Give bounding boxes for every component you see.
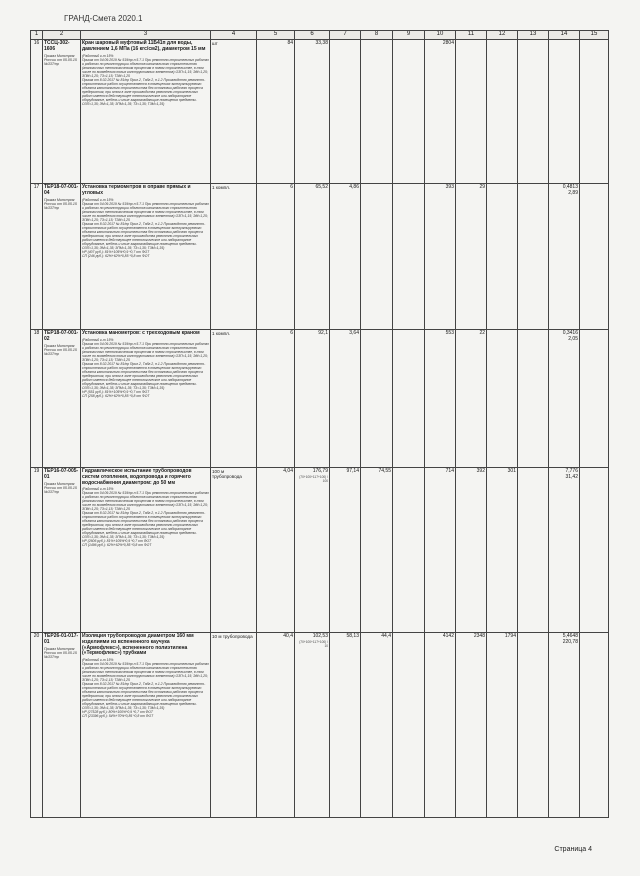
col13-cell	[518, 330, 549, 468]
col6-value: 176,79	[312, 468, 328, 474]
column-header: 5	[257, 31, 295, 40]
col9-cell	[393, 633, 425, 818]
col8-cell: 74,55	[361, 468, 393, 633]
description-cell	[81, 40, 211, 184]
col10-cell: 2804	[425, 40, 456, 184]
col11-cell	[456, 40, 487, 184]
col12-cell: 301	[487, 468, 518, 633]
col9-cell	[393, 184, 425, 330]
col10-cell: 553	[425, 330, 456, 468]
col8-cell	[361, 330, 393, 468]
col15-cell	[580, 633, 609, 818]
row-number: 20	[31, 633, 43, 818]
labor-per-unit: 0,3416	[562, 330, 578, 336]
col8-cell: 44,4	[361, 633, 393, 818]
col9-cell	[393, 468, 425, 633]
column-header: 6	[295, 31, 330, 40]
unit-cell: 1 компл.	[211, 330, 257, 468]
col7-cell: 4,86	[330, 184, 361, 330]
quantity-cell: 84	[257, 40, 295, 184]
col6-value: 92,1	[318, 330, 328, 336]
labor-per-unit: 5,4648	[562, 633, 578, 639]
description-cell	[81, 184, 211, 330]
col8-cell	[361, 40, 393, 184]
col12-cell	[487, 40, 518, 184]
column-header: 10	[425, 31, 456, 40]
row-number: 16	[31, 40, 43, 184]
col6-cell	[295, 633, 330, 818]
col13-cell	[518, 468, 549, 633]
table-row	[31, 330, 609, 468]
rate-code: ТЕР18-07-001-04	[44, 184, 79, 196]
column-header: 1	[31, 31, 43, 40]
rate-order: Приказ Минстроя России от 05.05.15 №337/пр	[44, 646, 77, 660]
quantity-cell: 4,04	[257, 468, 295, 633]
labor-total: 2,89	[568, 189, 578, 196]
col12-cell	[487, 184, 518, 330]
col15-cell	[580, 184, 609, 330]
row-number: 18	[31, 330, 43, 468]
unit-cell: 10 м трубопровода	[211, 633, 257, 818]
table-row	[31, 184, 609, 330]
table-row	[31, 40, 609, 184]
work-title: Изоляция трубопроводов диаметром 160 мм изделиями из вспененного каучука («Армофлекс»), вспененного полиэтилена («Термофлекс») трубками	[82, 633, 194, 657]
col7-cell	[330, 40, 361, 184]
col9-cell	[393, 40, 425, 184]
col6-cell	[295, 40, 330, 184]
col13-cell	[518, 40, 549, 184]
col14-cell	[549, 633, 580, 818]
col14-cell	[549, 184, 580, 330]
work-notes: (Районный к-т 15% Приказ от 04.09.2019 № 519/пр п.5.7.1 При ремонтно-строительных работах и работах по реконструкции объектов капитального строительства (аналогичных технологическим процессам в новом строительстве, в том числе по возведению новых конструктивных элементов) ОЗП=1,15; ЭМ=1,25; ЗПМ=1,25; ТЗ=1,15; ТЗМ=1,25 Приказ от 8.02.2017 № 81/пр Прил.2, Табл.2, п.1.2 Производство ремонтно-строительных работ осуществляется в помещениях эксплуатируемого объекта капитального строительства без остановки рабочего процесса предприятия, при этом в зоне производства ремонтно-строительных работ имеется действующее технологическое или лабораторное оборудование, мебель и иные загромождающие помещения предметы. ОЗП=1,35; ЭМ=1,35; ЗПМ=1,35; ТЗ=1,35; ТЗМ=1,35) НР (27528 руб.): 80%+100%*0,9 *0,7 от ФОТ СП (23396 руб.): 54%+70%*0,85 *0,8 от ФОТ	[82, 658, 209, 719]
col12-cell: 1794	[487, 633, 518, 818]
unit-cell: шт	[211, 40, 257, 184]
rate-order: Приказ Минстроя России от 05.05.15 №337/пр	[44, 197, 77, 211]
col6-formula: (70+100+117+100) / 100	[299, 474, 328, 483]
col6-formula: (70+100+117+100) / 10	[299, 639, 328, 648]
code-cell	[43, 330, 81, 468]
description-cell	[81, 330, 211, 468]
unit-cell: 100 м трубопровода	[211, 468, 257, 633]
column-header: 14	[549, 31, 580, 40]
column-header: 7	[330, 31, 361, 40]
work-title: Установка термометров в оправе прямых и угловых	[82, 184, 191, 196]
col11-cell: 392	[456, 468, 487, 633]
rate-code: ТЕР18-07-001-02	[44, 330, 79, 342]
labor-per-unit: 0,4813	[562, 184, 578, 190]
labor-total: 31,42	[565, 473, 578, 480]
col6-cell	[295, 184, 330, 330]
col7-cell: 3,64	[330, 330, 361, 468]
col6-cell	[295, 468, 330, 633]
col6-value: 65,52	[315, 184, 328, 190]
col11-cell: 2348	[456, 633, 487, 818]
quantity-cell: 6	[257, 330, 295, 468]
column-header: 13	[518, 31, 549, 40]
column-header: 9	[393, 31, 425, 40]
column-header: 3	[81, 31, 211, 40]
estimate-table	[30, 30, 609, 818]
work-notes: (Районный к-т 15% Приказ от 04.09.2019 № 519/пр п.5.7.1 При ремонтно-строительных работах и работах по реконструкции объектов капитального строительства (аналогичных технологическим процессам в новом строительстве, в том числе по возведению новых конструктивных элементов) ОЗП=1,15; ЭМ=1,25; ЗПМ=1,25; ТЗ=1,15; ТЗМ=1,25 Приказ от 8.02.2017 № 81/пр Прил.2, Табл.2, п.1.2 Производство ремонтно-строительных работ осуществляется в помещениях эксплуатируемого объекта капитального строительства без остановки рабочего процесса предприятия, при этом в зоне производства ремонтно-строительных работ имеется действующее технологическое или лабораторное оборудование, мебель и иные загромождающие помещения предметы. ОЗП=1,35; ЭМ=1,35; ЗПМ=1,35; ТЗ=1,35; ТЗМ=1,35)	[82, 53, 209, 106]
code-cell	[43, 633, 81, 818]
col12-cell	[487, 330, 518, 468]
work-title: Гидравлическое испытание трубопроводов систем отопления, водопровода и горячего водоснабжения диаметром: до 50 мм	[82, 468, 192, 486]
col15-cell	[580, 330, 609, 468]
rate-code: ТССЦ-302-1606	[44, 40, 70, 52]
table-row	[31, 633, 609, 818]
description-cell	[81, 633, 211, 818]
col8-cell	[361, 184, 393, 330]
col14-cell	[549, 330, 580, 468]
col15-cell	[580, 40, 609, 184]
col11-cell: 29	[456, 184, 487, 330]
col15-cell	[580, 468, 609, 633]
code-cell	[43, 184, 81, 330]
work-title: Кран шаровый муфтовый 11Б41п для воды, давлением 1,6 МПа (16 кгс/см2), диаметром 15 мм	[82, 40, 206, 52]
page-number: Страница 4	[554, 846, 592, 853]
column-header: 11	[456, 31, 487, 40]
col14-cell	[549, 40, 580, 184]
column-header: 12	[487, 31, 518, 40]
rate-order: Приказ Минстроя России от 05.05.15 №337/пр	[44, 481, 77, 495]
labor-total: 2,05	[568, 335, 578, 342]
quantity-cell: 6	[257, 184, 295, 330]
col13-cell	[518, 633, 549, 818]
row-number: 19	[31, 468, 43, 633]
table-header	[31, 31, 609, 40]
col13-cell	[518, 184, 549, 330]
col11-cell: 22	[456, 330, 487, 468]
labor-per-unit: 7,776	[565, 468, 578, 474]
work-title: Установка манометров: с трехходовым краном	[82, 330, 200, 336]
work-notes: (Районный к-т 15% Приказ от 04.09.2019 № 519/пр п.5.7.1 При ремонтно-строительных работах и работах по реконструкции объектов капитального строительства (аналогичных технологическим процессам в новом строительстве, в том числе по возведению новых конструктивных элементов) ОЗП=1,15; ЭМ=1,25; ЗПМ=1,25; ТЗ=1,15; ТЗМ=1,25 Приказ от 8.02.2017 № 81/пр Прил.2, Табл.2, п.1.2 Производство ремонтно-строительных работ осуществляется в помещениях эксплуатируемого объекта капитального строительства без остановки рабочего процесса предприятия, при этом в зоне производства ремонтно-строительных работ имеется действующее технологическое или лабораторное оборудование, мебель и иные загромождающие помещения предметы. ОЗП=1,35; ЭМ=1,35; ЗПМ=1,35; ТЗ=1,35; ТЗМ=1,35) НР (551 руб.): 81%+105%*0,9 *0,7 от ФОТ СП (258 руб.): 62%+62%*0,85 *0,8 от ФОТ	[82, 337, 209, 398]
col6-value: 33,38	[315, 40, 328, 46]
work-notes: (Районный к-т 15% Приказ от 04.09.2019 № 519/пр п.5.7.1 При ремонтно-строительных работах и работах по реконструкции объектов капитального строительства (аналогичных технологическим процессам в новом строительстве, в том числе по возведению новых конструктивных элементов) ОЗП=1,15; ЭМ=1,25; ЗПМ=1,25; ТЗ=1,15; ТЗМ=1,25 Приказ от 8.02.2017 № 81/пр Прил.2, Табл.2, п.1.2 Производство ремонтно-строительных работ осуществляется в помещениях эксплуатируемого объекта капитального строительства без остановки рабочего процесса предприятия, при этом в зоне производства ремонтно-строительных работ имеется действующее технологическое или лабораторное оборудование, мебель и иные загромождающие помещения предметы. ОЗП=1,35; ЭМ=1,35; ЗПМ=1,35; ТЗ=1,35; ТЗМ=1,35) НР (407 руб.): 81%+105%*0,9 *0,7 от ФОТ СП (246 руб.): 62%+62%*0,85 *0,8 от ФОТ	[82, 197, 209, 258]
col6-cell	[295, 330, 330, 468]
code-cell	[43, 468, 81, 633]
col14-cell	[549, 468, 580, 633]
col10-cell: 4142	[425, 633, 456, 818]
col7-cell: 97,14	[330, 468, 361, 633]
col9-cell	[393, 330, 425, 468]
rate-code: ТЕР16-07-005-01	[44, 468, 79, 480]
code-cell	[43, 40, 81, 184]
column-header: 8	[361, 31, 393, 40]
column-header: 15	[580, 31, 609, 40]
col10-cell: 714	[425, 468, 456, 633]
rate-order: Приказ Минстроя России от 05.05.15 №337/пр	[44, 53, 77, 67]
column-header: 2	[43, 31, 81, 40]
work-notes: (Районный к-т 15% Приказ от 04.09.2019 № 519/пр п.5.7.1 При ремонтно-строительных работах и работах по реконструкции объектов капитального строительства (аналогичных технологическим процессам в новом строительстве, в том числе по возведению новых конструктивных элементов) ОЗП=1,15; ЭМ=1,25; ЗПМ=1,25; ТЗ=1,15; ТЗМ=1,25 Приказ от 8.02.2017 № 81/пр Прил.2, Табл.2, п.1.2 Производство ремонтно-строительных работ осуществляется в помещениях эксплуатируемого объекта капитального строительства без остановки рабочего процесса предприятия, при этом в зоне производства ремонтно-строительных работ имеется действующее технологическое или лабораторное оборудование, мебель и иные загромождающие помещения предметы. ОЗП=1,35; ЭМ=1,35; ЗПМ=1,35; ТЗ=1,35; ТЗМ=1,35) НР (2606 руб.): 81%+105%*0,9 *0,7 от ФОТ СП (1496 руб.): 62%+62%*0,85 *0,8 от ФОТ	[82, 487, 209, 548]
rate-code: ТЕР26-01-017-01	[44, 633, 79, 645]
unit-cell: 1 компл.	[211, 184, 257, 330]
table-row	[31, 468, 609, 633]
row-number: 17	[31, 184, 43, 330]
app-title: ГРАНД-Смета 2020.1	[64, 14, 143, 23]
col6-value: 102,53	[312, 633, 328, 639]
col10-cell: 393	[425, 184, 456, 330]
quantity-cell: 40,4	[257, 633, 295, 818]
column-header: 4	[211, 31, 257, 40]
rate-order: Приказ Минстроя России от 05.05.15 №337/пр	[44, 343, 77, 357]
description-cell	[81, 468, 211, 633]
col7-cell: 58,13	[330, 633, 361, 818]
labor-total: 220,78	[562, 638, 578, 645]
